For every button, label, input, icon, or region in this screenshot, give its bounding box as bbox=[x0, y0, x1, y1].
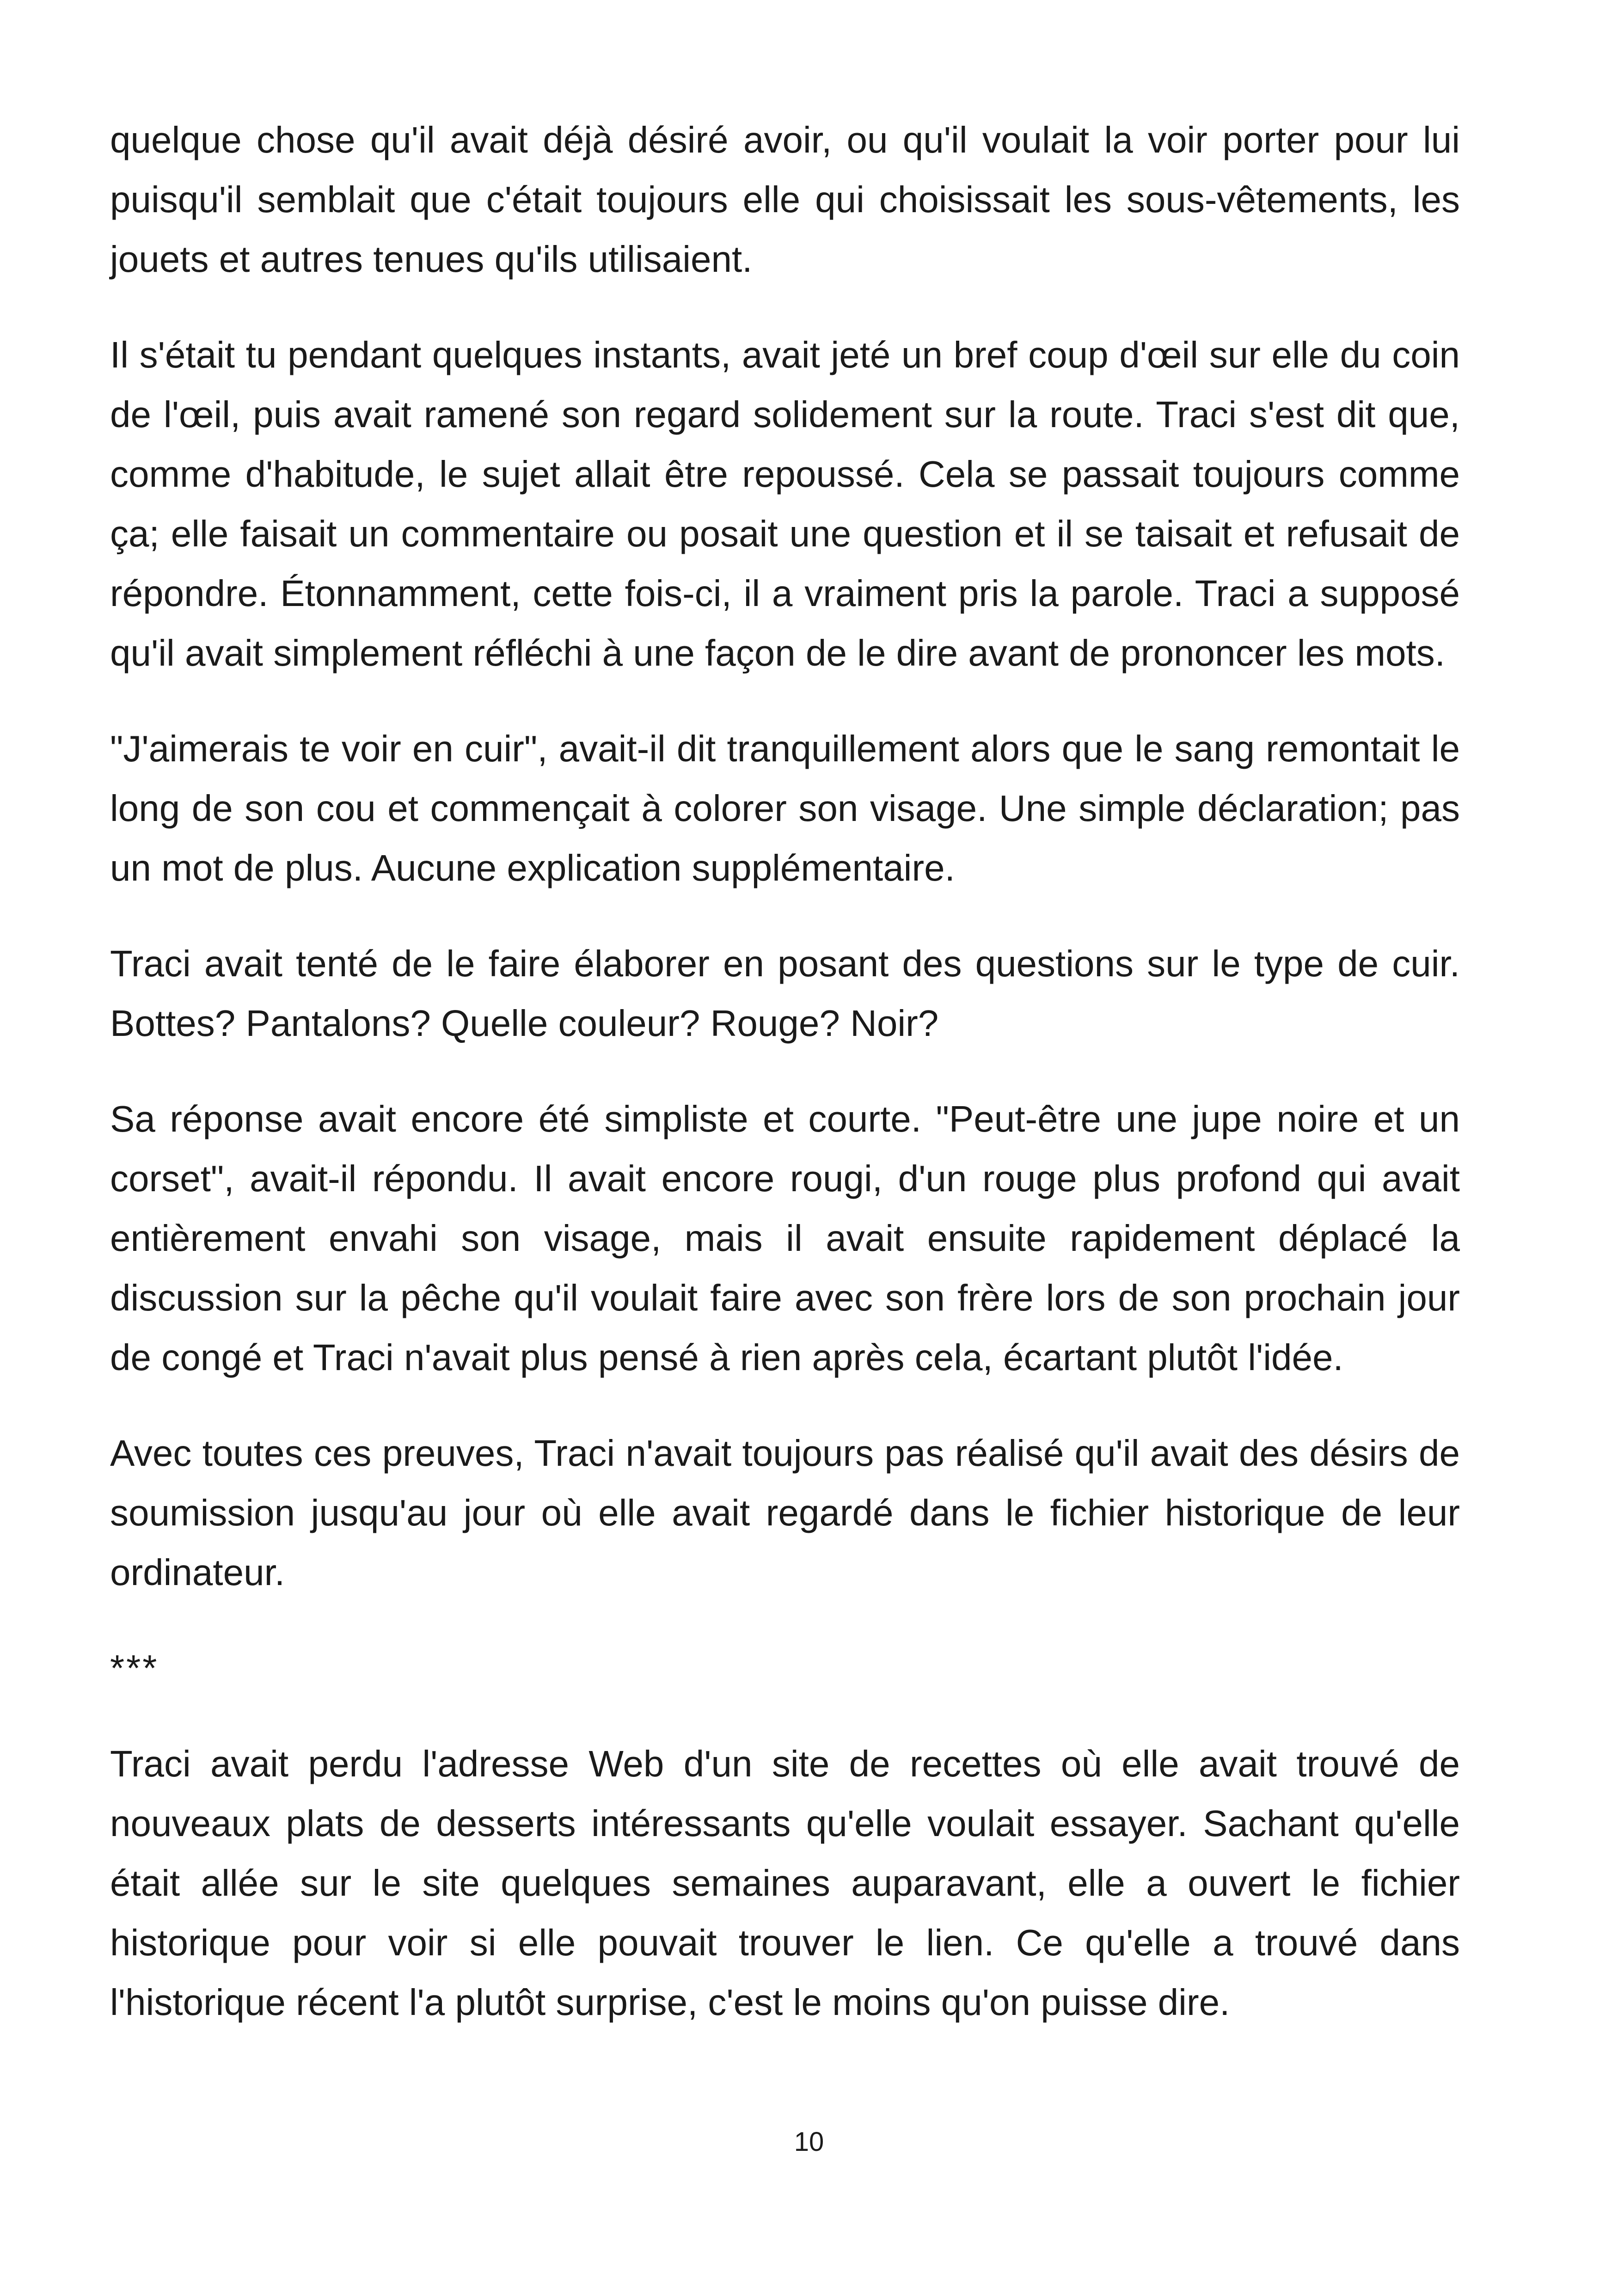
paragraph: Il s'était tu pendant quelques instants, avait jeté un bref coup d'œil sur elle du coin de l'œil, puis avait ramené son regard solidement sur la route. Traci s'est dit que, comme d'habitude, le sujet allait être repoussé. Cela se passait toujours comme ça; elle faisait un commentaire ou posait une question et il se taisait et refusait de répondre. Étonnamment, cette fois-ci, il a vraiment pris la parole. Traci a supposé qu'il avait simplement réfléchi à une façon de le dire avant de prononcer les mots. bbox=[110, 334, 1460, 673]
paragraph: Traci avait tenté de le faire élaborer en posant des questions sur le type de cuir. Bottes? Pantalons? Quelle couleur? Rouge? Noir? bbox=[110, 943, 1460, 1044]
paragraph: Avec toutes ces preuves, Traci n'avait toujours pas réalisé qu'il avait des désirs de soumission jusqu'au jour où elle avait regardé dans le fichier historique de leur ordinateur. bbox=[110, 1433, 1460, 1593]
page-number: 10 bbox=[794, 2127, 824, 2157]
paragraph: Traci avait perdu l'adresse Web d'un site de recettes où elle avait trouvé de nouveaux plats de desserts intéressants qu'elle voulait essayer. Sachant qu'elle était allée sur le site quelques semaines auparavant, elle a ouvert le fichier historique pour voir si elle pouvait trouver le lien. Ce qu'elle a trouvé dans l'historique récent l'a plutôt surprise, c'est le moins qu'on puisse dire. bbox=[110, 1743, 1460, 2023]
paragraph: Sa réponse avait encore été simpliste et courte. "Peut-être une jupe noire et un corset", avait-il répondu. Il avait encore rougi, d'un rouge plus profond qui avait entièrement envahi son visage, mais il avait ensuite rapidement déplacé la discussion sur la pêche qu'il voulait faire avec son frère lors de son prochain jour de congé et Traci n'avait plus pensé à rien après cela, écartant plutôt l'idée. bbox=[110, 1098, 1460, 1378]
paragraph: quelque chose qu'il avait déjà désiré avoir, ou qu'il voulait la voir porter pour lui puisqu'il semblait que c'était toujours elle qui choisissait les sous-vêtements, les jouets et autres tenues qu'ils utilisaient. bbox=[110, 119, 1460, 280]
body-text bbox=[110, 110, 1460, 2068]
paragraph: "J'aimerais te voir en cuir", avait-il dit tranquillement alors que le sang remontait le long de son cou et commençait à colorer son visage. Une simple déclaration; pas un mot de plus. Aucune explication supplémentaire. bbox=[110, 728, 1460, 888]
scene-separator: *** bbox=[110, 1647, 159, 1689]
